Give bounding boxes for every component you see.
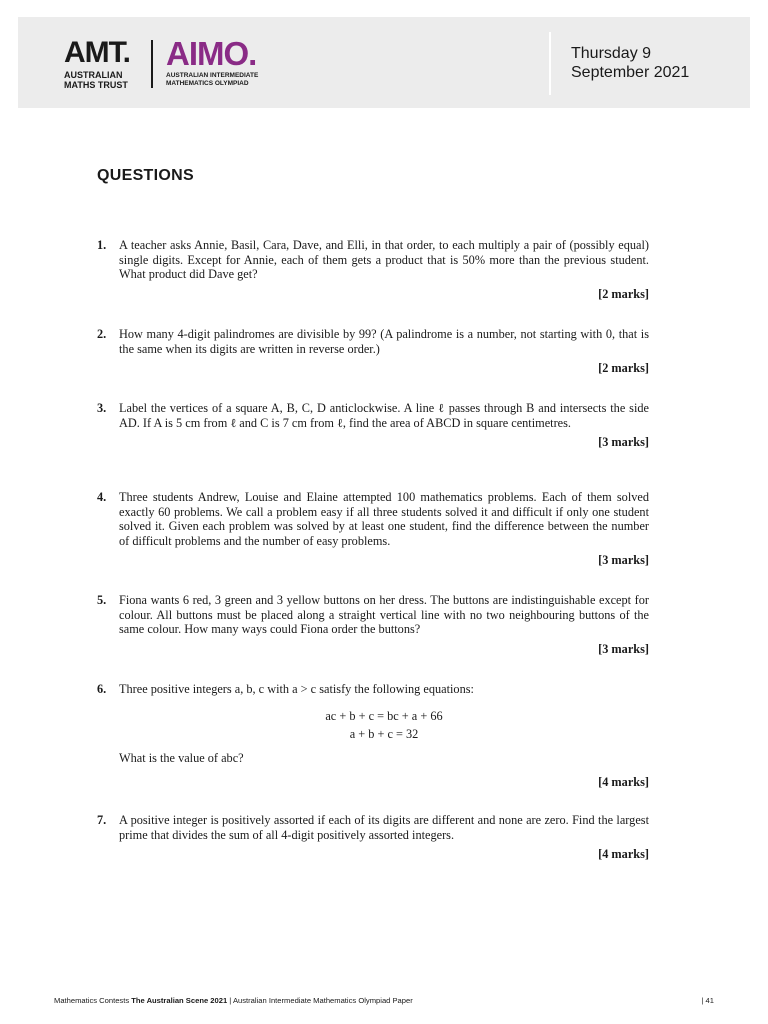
aimo-logo-wordmark: AIMO. <box>166 35 257 72</box>
question-marks: [2 marks] <box>598 286 649 301</box>
question-number: 6. <box>97 682 107 696</box>
footer-prefix: Mathematics Contests <box>54 996 132 1005</box>
question-marks: [3 marks] <box>598 553 649 568</box>
page-number: | 41 <box>701 996 714 1005</box>
question-1 <box>97 238 649 301</box>
question-number: 5. <box>97 593 107 607</box>
question-text: Fiona wants 6 red, 3 green and 3 yellow buttons on her dress. The buttons are indistinguishable except for colour. All buttons must be placed along a straight vertical line with no two neighbouring buttons of the same colour. How many ways could Fiona order the buttons? <box>119 593 649 637</box>
amt-logo <box>64 36 130 90</box>
page-footer <box>54 996 714 1005</box>
question-number: 3. <box>97 401 107 415</box>
aimo-logo <box>166 35 259 87</box>
equation-2: a + b + c = 32 <box>349 726 419 741</box>
date-divider <box>549 32 551 95</box>
question-marks: [4 marks] <box>598 775 649 790</box>
question-4 <box>97 490 649 568</box>
exam-date <box>571 44 689 82</box>
equation-block <box>119 707 649 743</box>
question-follow-up: What is the value of abc? <box>119 750 244 765</box>
question-number: 2. <box>97 327 107 341</box>
question-3 <box>97 401 649 450</box>
logo-divider <box>151 40 153 88</box>
question-2 <box>97 327 649 376</box>
footer-suffix: | Australian Intermediate Mathematics Olympiad Paper <box>227 996 413 1005</box>
amt-logo-subtitle-line2: MATHS TRUST <box>64 80 128 90</box>
equation-1: ac + b + c = bc + a + 66 <box>325 708 443 723</box>
question-marks: [4 marks] <box>598 847 649 862</box>
question-text: Three positive integers a, b, c with a > c satisfy the following equations: <box>119 682 474 696</box>
question-marks: [2 marks] <box>598 361 649 376</box>
question-text: Label the vertices of a square A, B, C, D anticlockwise. A line ℓ passes through B and intersects the side AD. If A is 5 cm from ℓ and C is 7 cm from ℓ, find the area of ABCD in square centimetres. <box>119 401 649 430</box>
exam-date-line2: September 2021 <box>571 64 690 81</box>
question-text: A positive integer is positively assorted if each of its digits are different and none are zero. Find the largest prime that divides the sum of all 4-digit positively assorted integers. <box>119 813 649 842</box>
aimo-logo-subtitle-line1: AUSTRALIAN INTERMEDIATE <box>166 72 259 79</box>
amt-logo-wordmark: AMT. <box>64 36 130 69</box>
question-5 <box>97 593 649 656</box>
question-6 <box>97 682 649 790</box>
question-number: 7. <box>97 813 107 827</box>
exam-date-line1: Thursday 9 <box>571 45 652 62</box>
question-text: How many 4-digit palindromes are divisible by 99? (A palindrome is a number, not starting with 0, that is the same when its digits are written in reverse order.) <box>119 327 649 356</box>
question-text: Three students Andrew, Louise and Elaine attempted 100 mathematics problems. Each of them solved exactly 60 problems. We call a problem easy if all three students solved it and difficult if only one student solved it. Given each problem was solved by at least one student, find the difference between the number of difficult problems and the number of easy problems. <box>119 490 649 548</box>
amt-logo-subtitle-line1: AUSTRALIAN <box>64 70 123 80</box>
page-header <box>18 17 750 108</box>
question-number: 1. <box>97 238 107 252</box>
question-text: A teacher asks Annie, Basil, Cara, Dave, and Elli, in that order, to each multiply a pair of (possibly equal) single digits. Except for Annie, each of them gets a product that is 50% more than the previous student. What product did Dave get? <box>119 238 649 282</box>
question-number: 4. <box>97 490 107 504</box>
question-7 <box>97 813 649 862</box>
section-title: QUESTIONS <box>97 167 194 184</box>
footer-publication: The Australian Scene 2021 <box>131 996 228 1005</box>
question-marks: [3 marks] <box>598 435 649 450</box>
question-marks: [3 marks] <box>598 641 649 656</box>
aimo-logo-subtitle-line2: MATHEMATICS OLYMPIAD <box>166 79 249 87</box>
